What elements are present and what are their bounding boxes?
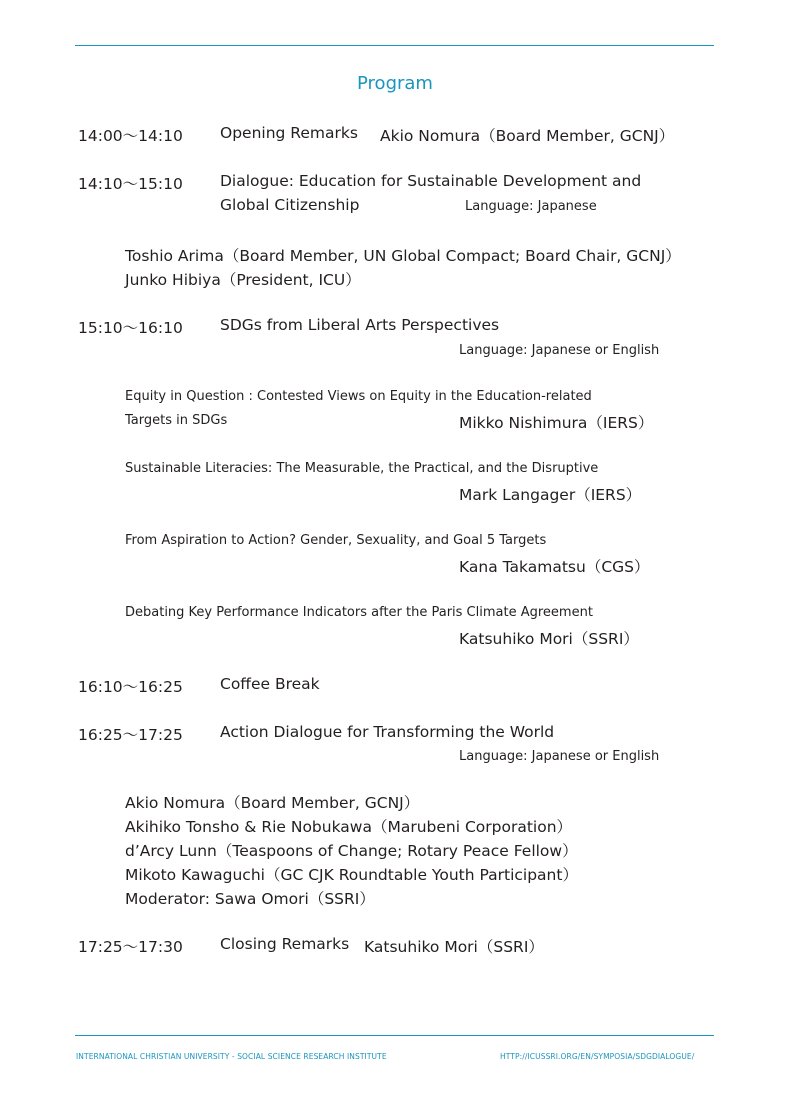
talk-title: Debating Key Performance Indicators after the Paris Climate Agreement [125, 605, 593, 620]
page-title: Program [357, 73, 433, 94]
panelist: Junko Hibiya（President, ICU） [125, 271, 361, 289]
session-title: SDGs from Liberal Arts Perspectives [220, 316, 500, 334]
talk-title: From Aspiration to Action? Gender, Sexuality, and Goal 5 Targets [125, 533, 547, 548]
panelist: Akio Nomura（Board Member, GCNJ） [125, 794, 420, 812]
session-time: 14:10〜15:10 [78, 175, 183, 193]
talk-speaker: Katsuhiko Mori（SSRI） [459, 630, 639, 648]
session-title: Global Citizenship [220, 196, 360, 214]
session-speaker: Katsuhiko Mori（SSRI） [364, 938, 544, 956]
talk-speaker: Mikko Nishimura（IERS） [459, 414, 654, 432]
language-note: Language: Japanese or English [459, 343, 660, 358]
language-note: Language: Japanese or English [459, 749, 660, 764]
session-time: 16:25〜17:25 [78, 726, 183, 744]
session-time: 15:10〜16:10 [78, 319, 183, 337]
panelist: d’Arcy Lunn（Teaspoons of Change; Rotary Peace Fellow） [125, 842, 578, 860]
talk-title: Targets in SDGs [125, 413, 228, 428]
session-time: 16:10〜16:25 [78, 678, 183, 696]
language-note: Language: Japanese [465, 199, 597, 214]
session-title: Action Dialogue for Transforming the World [220, 723, 555, 741]
talk-speaker: Kana Takamatsu（CGS） [459, 558, 650, 576]
panelist: Toshio Arima（Board Member, UN Global Compact; Board Chair, GCNJ） [125, 247, 681, 265]
session-speaker: Akio Nomura（Board Member, GCNJ） [380, 127, 675, 145]
top-rule [75, 45, 714, 46]
panelist: Akihiko Tonsho & Rie Nobukawa（Marubeni Corporation） [125, 818, 573, 836]
session-title: Closing Remarks [220, 935, 350, 953]
panelist: Mikoto Kawaguchi（GC CJK Roundtable Youth Participant） [125, 866, 578, 884]
session-title: Dialogue: Education for Sustainable Development and [220, 172, 642, 190]
talk-speaker: Mark Langager（IERS） [459, 486, 642, 504]
session-title: Coffee Break [220, 675, 320, 693]
talk-title: Sustainable Literacies: The Measurable, the Practical, and the Disruptive [125, 461, 599, 476]
talk-title: Equity in Question : Contested Views on Equity in the Education-related [125, 389, 592, 404]
bottom-rule [75, 1035, 714, 1036]
footer-url-link[interactable]: HTTP://ICUSSRI.ORG/EN/SYMPOSIA/SDGDIALOGUE/ [500, 1052, 695, 1061]
session-time: 17:25〜17:30 [78, 938, 183, 956]
session-title: Opening Remarks [220, 124, 358, 142]
session-time: 14:00〜14:10 [78, 127, 183, 145]
moderator: Moderator: Sawa Omori（SSRI） [125, 890, 375, 908]
footer-institute: INTERNATIONAL CHRISTIAN UNIVERSITY - SOCIAL SCIENCE RESEARCH INSTITUTE [76, 1052, 387, 1061]
